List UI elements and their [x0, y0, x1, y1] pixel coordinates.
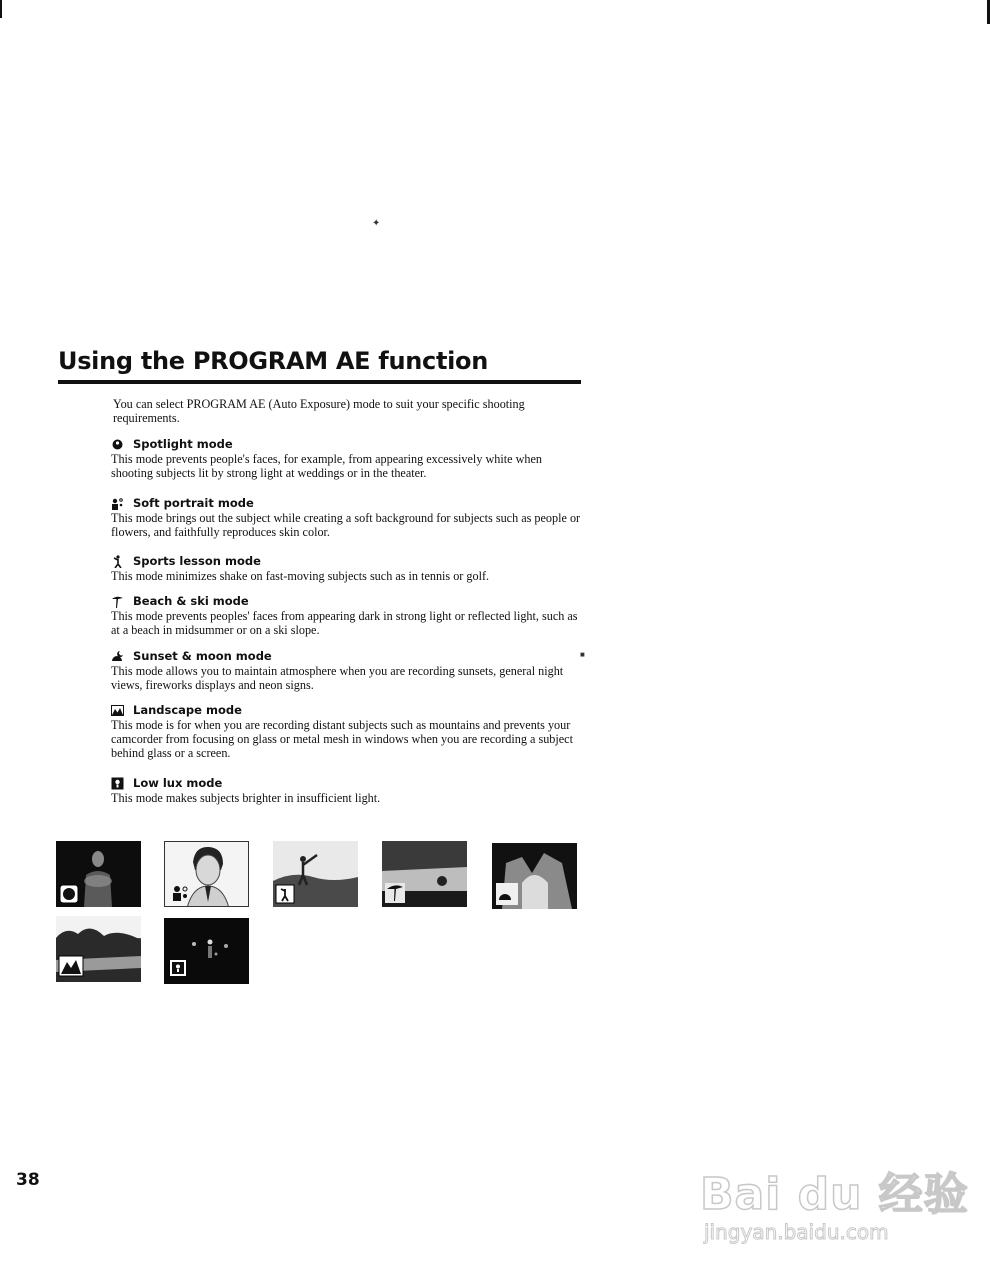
- mode-title: Sunset & moon mode: [133, 649, 272, 663]
- baidu-watermark: [700, 1140, 970, 1270]
- sunset-moon-example-photo: [492, 843, 577, 909]
- soft-portrait-icon: [111, 497, 124, 510]
- low-lux-icon: [172, 962, 184, 974]
- mode-description: This mode prevents people's faces, for example, from appearing excessively white when shooting subjects lit by strong light at weddings or in the theater.: [111, 452, 542, 480]
- mode-beach-ski: [111, 594, 586, 637]
- mode-description: This mode allows you to maintain atmosphere when you are recording sunsets, general night views, fireworks displays and neon signs.: [111, 664, 564, 692]
- heading-rule: [58, 380, 581, 384]
- low-lux-example-photo: [164, 918, 249, 984]
- mode-description: This mode prevents peoples' faces from appearing dark in strong light or reflected light, such as at a beach in midsummer or on a ski slope.: [111, 609, 578, 637]
- sports-lesson-example-photo: [273, 841, 358, 907]
- mode-title: Spotlight mode: [133, 437, 233, 451]
- spotlight-example-photo: [56, 841, 141, 907]
- spotlight-icon: [111, 438, 124, 451]
- left-crop-mark: [0, 0, 2, 18]
- soft-portrait-example-photo: [164, 841, 249, 907]
- intro-paragraph: You can select PROGRAM AE (Auto Exposure) mode to suit your specific shooting requirements.: [113, 397, 525, 425]
- mode-low-lux: [111, 776, 586, 805]
- watermark-main-text: Bai du 经验: [700, 1169, 969, 1220]
- mode-title: Low lux mode: [133, 776, 223, 790]
- sports-lesson-icon: [111, 555, 124, 568]
- scan-speck: ✦: [372, 218, 381, 229]
- mode-description: This mode is for when you are recording distant subjects such as mountains and prevents your camcorder from focusing on glass or metal mesh in windows when you are recording a subject behind glass or a screen.: [111, 718, 573, 760]
- soft-portrait-icon: [173, 886, 187, 901]
- mode-sunset-moon: [111, 649, 586, 692]
- mode-description: This mode minimizes shake on fast-moving subjects such as in tennis or golf.: [111, 569, 490, 583]
- beach-ski-example-photo: [382, 841, 467, 907]
- sunset-moon-icon: [111, 650, 124, 663]
- landscape-icon: [111, 704, 124, 717]
- mode-description: This mode brings out the subject while creating a soft background for subjects such as people or flowers, and faithfully reproduces skin color.: [111, 511, 581, 539]
- low-lux-icon: [111, 777, 124, 790]
- page-number: 38: [16, 1170, 40, 1190]
- mode-title: Beach & ski mode: [133, 594, 249, 608]
- landscape-example-photo: [56, 916, 141, 982]
- mode-soft-portrait: [111, 496, 586, 539]
- mode-title: Sports lesson mode: [133, 554, 261, 568]
- mode-landscape: [111, 703, 586, 760]
- mode-spotlight: [111, 437, 586, 480]
- mode-title: Landscape mode: [133, 703, 242, 717]
- watermark-url-text: jingyan.baidu.com: [704, 1220, 889, 1244]
- mode-title: Soft portrait mode: [133, 496, 254, 510]
- mode-description: This mode makes subjects brighter in insufficient light.: [111, 791, 381, 805]
- beach-ski-icon: [111, 595, 124, 608]
- page-heading: Using the PROGRAM AE function: [58, 347, 489, 375]
- scan-speck: ■: [580, 650, 585, 659]
- mode-sports-lesson: [111, 554, 586, 583]
- spotlight-icon: [63, 888, 75, 900]
